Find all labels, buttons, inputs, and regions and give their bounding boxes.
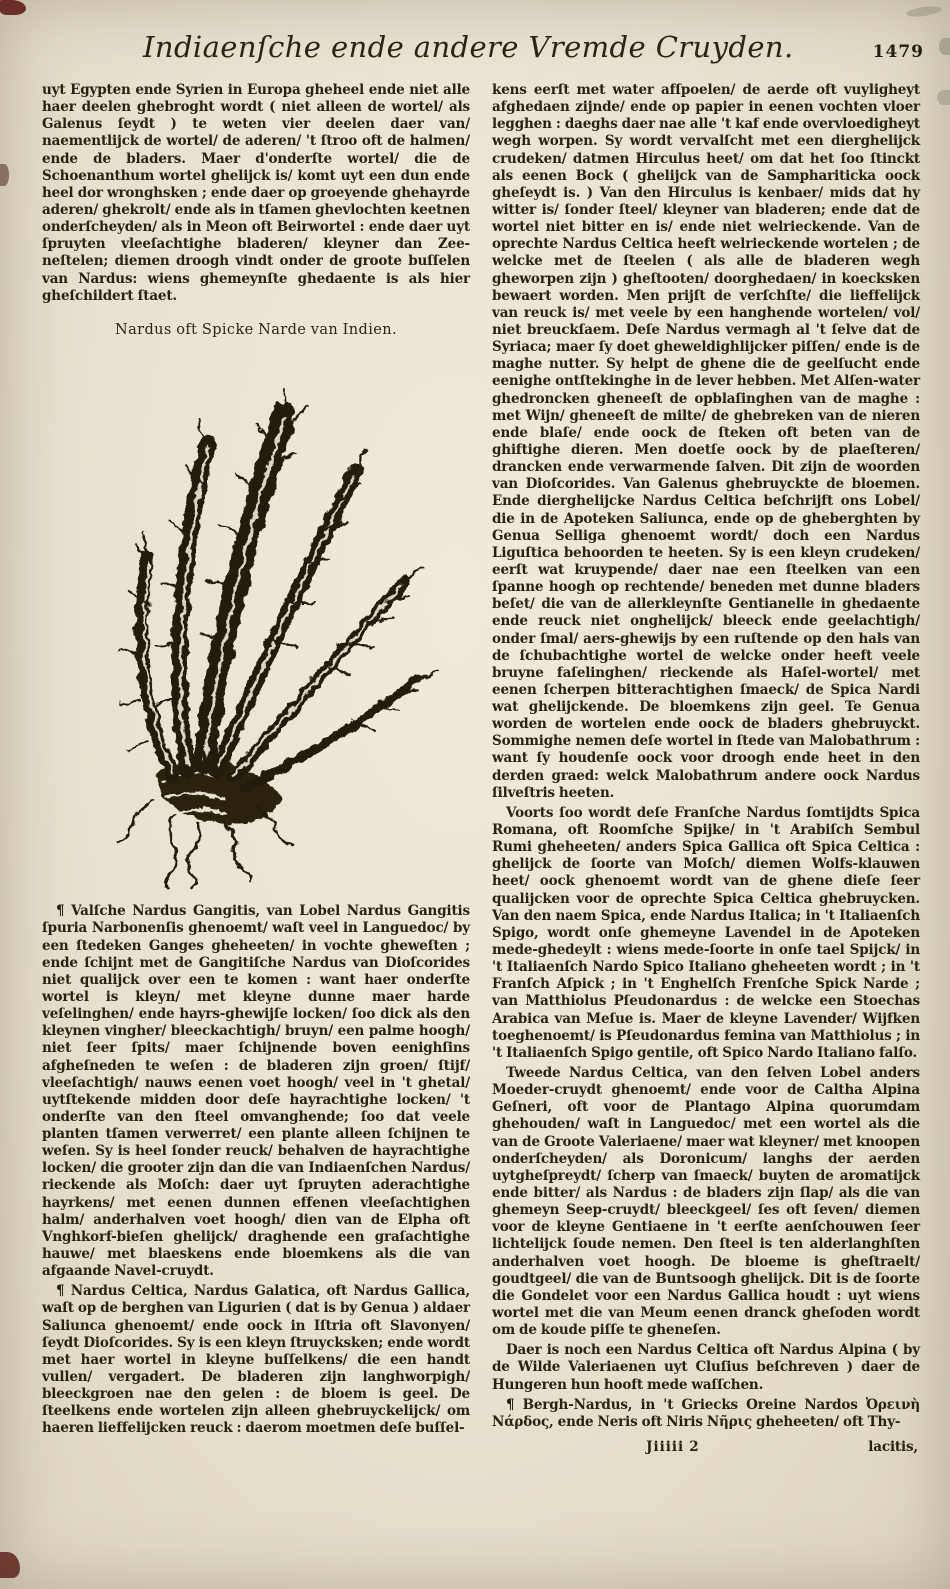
scan-stain <box>0 164 9 186</box>
running-head: Indiaenſche ende andere Vremde Cruyden. <box>143 30 794 64</box>
scan-stain <box>0 0 26 15</box>
woodcut-spikenard-illustration <box>55 343 457 891</box>
page-header <box>70 30 924 64</box>
signature-mark: Jiiiii 2 <box>646 1438 700 1455</box>
left-column <box>42 82 470 1461</box>
text-columns <box>42 82 920 1461</box>
paragraph-nardus-alpina: Daer is noch een Nardus Celtica oft Nardus Alpina ( by de Wilde Valeriaenen uyt Cluſius beſchreven ) daer de Hungeren hun hooft mede waſſchen. <box>492 1342 920 1393</box>
catchword: lacitis, <box>868 1438 918 1455</box>
paragraph-nardus-celtica: ¶ Nardus Celtica, Nardus Galatica, oft Nardus Gallica, waſt op de berghen van Ligurien ( dat is by Genua ) aldaer Saliunca ghenoemt/ ende oock in Iſtria oft Slavonyen/ ſeydt Dioſcorides. Sy is een kleyn ſtruycksken; ende wordt met haer wortel in kleyne buſſelkens/ die een handt vullen/ vergadert. De bladeren zijn langhworpigh/ bleeckgroen nae den gelen : de bloem is geel. De ſteelkens ende wortelen zijn alleen ghebruyckelijck/ om haeren lieffelijcken reuck : daerom moetmen deſe buſſel- <box>42 1283 470 1437</box>
scan-smudge <box>937 90 950 105</box>
scan-smudge <box>939 38 950 55</box>
paragraph-nardus-description: uyt Egypten ende Syrien in Europa gheheel ende niet alle haer deelen ghebroght wordt ( niet alleen de wortel/ als Galenus ſeydt ) te weten vier deelen daer van/ naementlijck de wortel/ de aderen/ 't ſtroo oft de halmen/ ende de bladers. Maer d'onderſte wortel/ die de Schoenanthum wortel ghelijck is/ komt uyt een dun ende heel dor wronghsken ; ende daer op groeyende ghehayrde aderen/ ghekrolt/ ende als in tſamen ghevlochten keetnen onderſcheyden/ als in Meon oft Beirwortel : ende daer uyt ſpruyten vleeſachtighe bladeren/ kleyner dan Zee-neſtelen; diemen droogh vindt onder de groote buſſelen van Nardus: wiens ghemeynſte ghedaente is als hier gheſchildert ſtaet. <box>42 82 470 304</box>
spikenard-woodcut-svg <box>55 343 457 891</box>
paragraph-tweede-nardus-celtica: Tweede Nardus Celtica, van den ſelven Lobel anders Moeder-cruydt ghenoemt/ ende voor de Caltha Alpina Geſneri, oft voor de Plantago Alpina quorumdam ghehouden/ waſt in Languedoc/ met een wortel als die van de Groote Valeriaene/ maer wat kleyner/ met knoopen onderſcheyden/ als Doronicum/ langhs der aerden uytgheſpreydt/ ſcherp van ſmaeck/ buyten de aromatijck ende bitter/ als Nardus : de bladers zijn ſlap/ als die van ghemeyn Seep-cruydt/ bleeckgeel/ ſes oft ſeven/ diemen voor de kleyne Gentiaene in 't eerſte aenſchouwen ſeer lichtelijck ſoude nemen. Den ſteel is ten alderlanghſten anderhalven voet hoogh. De bloeme is gheſtraelt/ goudtgeel/ die van de Buntsoogh ghelijck. Dit is de ſoorte die Gondelet voor een Nardus Gallica houdt : uyt wiens wortel met die van Meum eenen dranck gheſoden wordt om de koude piſſe te gheneſen. <box>492 1065 920 1339</box>
paragraph-valsche-nardus-gangitis: ¶ Valſche Nardus Gangitis, van Lobel Nardus Gangitis ſpuria Narbonenſis ghenoemt/ waſt veel in Languedoc/ by een ſtedeken Ganges gheheeten/ in vochte gheweſten ; ende ſchijnt met de Gangitiſche Nardus van Dioſcorides niet qualijck over een te komen : want haer onderſte wortel is kleyn/ met kleyne dunne maer harde veſelinghen/ ende hayrs-ghewijſe locken/ ſoo dick als den kleynen vingher/ bleeckachtigh/ bruyn/ een palme hoogh/ niet ſeer ſpits/ maer ſchijnende boven eenighſins afgheſneden te weſen : de bladeren zijn groen/ ſtijf/ vleeſachtigh/ nauws eenen voet hoogh/ veel in 't ghetal/ uytſtekende midden door deſe hayrachtighe locken/ 't onderſte van den ſteel omvanghende; ſoo dat veele planten tſamen verwerret/ een plante alleen ſchijnen te weſen. Sy is heel ſonder reuck/ behalven de hayrachtighe locken/ die grooter zijn dan die van Indiaenſchen Nardus/ rieckende als Moſch: daer uyt ſpruyten aderachtighe hayrkens/ met eenen dunnen effenen vleeſachtighen halm/ anderhalven voet hoogh/ dien van de Elpha oft Vnghkorf-bieſen ghelijck/ draghende een graſachtighe hauwe/ met blaeskens ende bloemkens als die van afgaande Navel-cruydt. <box>42 903 470 1280</box>
page-number: 1479 <box>872 42 924 62</box>
scan-smudge <box>906 5 943 19</box>
right-column <box>492 82 920 1461</box>
scan-stain <box>0 1552 20 1578</box>
paragraph-bergh-nardus: ¶ Bergh-Nardus, in 't Griecks Oreine Nardos Ὀρεινὴ Νάρδος, ende Neris oft Niris Νῆρις gheheeten/ oft Thy- <box>492 1396 920 1430</box>
figure-caption: Nardus oft Spicke Narde van Indien. <box>115 321 397 338</box>
signature-line <box>492 1439 920 1461</box>
paragraph-nardus-celtica-continued: kens eerſt met water afſpoelen/ de aerde oft vuyligheyt afghedaen zijnde/ ende op papier in eenen vochten vloer legghen : daeghs daer nae alle 't kaf ende overvloedigheyt wegh worpen. Sy wordt vervalſcht met een dierghelijck crudeken/ datmen Hirculus heet/ om dat het ſoo ſtinckt als eenen Bock ( ghelijck van de Samphariticka oock gheſeydt is. ) Van den Hirculus is kenbaer/ mids dat hy witter is/ ſonder ſteel/ kleyner van bladeren; ende dat de wortel niet bitter en is/ ende niet welrieckende. Van de oprechte Nardus Celtica heeft welrieckende wortelen ; de welcke met de ſteelen ( als alle de bladeren wegh gheworpen zijn ) gheſtooten/ doorghedaen/ in koecksken bewaert worden. Men prijſt de verſchſte/ die lieffelijck van reuck is/ met veele by een hanghende wortelen/ vol/ niet breuckſaem. Deſe Nardus vermagh al 't ſelve dat de Syriaca; maer ſy doet gheweldighlijcker piſſen/ ende is de maghe nutter. Sy helpt de ghene die de geelſucht ende eenighe ontſtekinghe in de lever hebben. Met Alſen-water ghedroncken gheneeſt de opblaſinghen van de maghe : met Wijn/ gheneeſt de milte/ de ghebreken van de nieren ende blaſe/ ende oock de ſteken oft beten van de ghiftighe dieren. Men doetſe oock by de plaeſteren/ drancken ende verwarmende ſalven. Dit zijn de woorden van Dioſcorides. Van Galenus ghebruyckte de bloemen. Ende dierghelijcke Nardus Celtica beſchrijft ons Lobel/ die in de Apoteken Saliunca, ende op de gheberghten by Genua Selliga ghenoemt wordt/ doch een Nardus Liguſtica behoorden te heeten. Sy is een kleyn crudeken/ eerſt wat kruypende/ daer nae een ſteelken van een ſpanne hoogh op rechtende/ beneden met dunne bladers beſet/ die van de allerkleynſte Gentianelle in ghedaente ende reuck niet onghelijck/ bleeck ende geelachtigh/ onder ſmal/ aers-ghewijs by een ruſtende op den hals van de ſchubachtighe wortel de welcke onder heeft veele bruyne faſelinghen/ rieckende als Haſel-wortel/ met eenen ſcherpen bitterachtighen ſmaeck/ de Spica Nardi wat ghelijckende. De bloemkens zijn geel. Te Genua worden de wortelen ende oock de bladers ghebruyckt. Sommighe nemen deſe wortel in ſtede van Malobathrum : want ſy houdenſe oock voor droogh ende heet in den derden graed: welck Malobathrum andere oock Nardus ſilveſtris heeten. <box>492 82 920 801</box>
paragraph-spica-romana: Voorts ſoo wordt deſe Franſche Nardus ſomtijdts Spica Romana, oft Roomſche Spijke/ in 't Arabiſch Sembul Rumi gheheeten/ anders Spica Gallica oft Spica Celtica : ghelijck de ſoorte van Moſch/ diemen Wolfs-klauwen heet/ oock ghenoemt wordt van de ghene dieſe ſeer qualijcken voor de oprechte Spica Celtica ghebruycken. Van den naem Spica, ende Nardus Italica; in 't Italiaenſch Spigo, wordt onſe ghemeyne Lavendel in de Apoteken mede-ghedeylt : wiens mede-ſoorte in onſe tael Spijck/ in 't Italiaenſch Nardo Spico Italiano gheheeten wordt ; in 't Franſch Aſpick ; in 't Enghelſch Frenſche Spick Narde ; van Matthiolus Pſeudonardus : de welcke een Stoechas Arabica van Meſue is. Maer de kleyne Lavender/ Wijfken toeghenoemt/ is Pſeudonardus femina van Matthiolus ; in 't Italiaenſch Spigo gentile, oft Spico Nardo Italiano falſo. <box>492 804 920 1061</box>
